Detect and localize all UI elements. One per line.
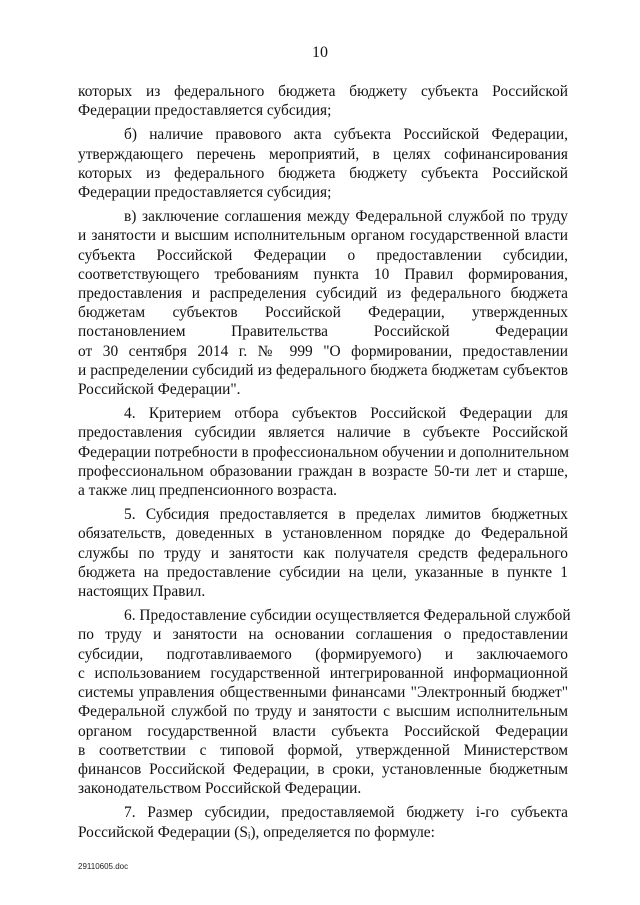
footer-file-code: 29110605.doc <box>78 862 129 871</box>
paragraph <box>78 207 568 399</box>
paragraph <box>78 125 568 202</box>
text-line: от 30 сентября 2014 г. № 999 "О формировании, предоставлении <box>78 342 568 360</box>
text-line: предоставления субсидии является наличие в субъекте Российской <box>78 424 568 442</box>
text-line: утверждающего перечень мероприятий, в целях софинансирования <box>78 145 568 163</box>
text-line: постановлением Правительства Российской Федерации <box>78 323 568 341</box>
paragraph <box>78 82 568 120</box>
text-line: 7. Размер субсидии, предоставляемой бюджету i-го субъекта <box>124 804 568 822</box>
text-line: которых из федерального бюджета бюджету субъекта Российской <box>78 164 568 182</box>
text-line: и занятости и высшим исполнительным органом государственной власти <box>78 227 568 245</box>
text-line: по труду и занятости на основании соглашения о предоставлении <box>78 626 568 644</box>
text-line: субъекта Российской Федерации о предоставлении субсидии, <box>78 246 568 264</box>
text-line: б) наличие правового акта субъекта Российской Федерации, <box>124 126 568 144</box>
document-body <box>78 82 571 847</box>
text-line: Федерации предоставляется субсидия; <box>78 184 332 202</box>
text-line: 5. Субсидия предоставляется в пределах лимитов бюджетных <box>124 506 568 524</box>
text-line: профессиональном образовании граждан в возрасте 50-ти лет и старше, <box>78 462 568 480</box>
paragraph <box>78 803 568 841</box>
text-line: обязательств, доведенных в установленном порядке до Федеральной <box>78 525 568 543</box>
text-line: финансов Российской Федерации, в сроки, установленные бюджетным <box>78 760 568 778</box>
text-line: субсидии, подготавливаемого (формируемого) и заключаемого <box>78 645 568 663</box>
text-line: системы управления общественными финансами "Электронный бюджет" <box>78 684 568 702</box>
text-line: законодательством Российской Федерации. <box>78 780 362 798</box>
text-line: и распределении субсидий из федерального бюджета бюджетам субъектов <box>78 361 568 379</box>
paragraph <box>78 606 571 798</box>
page-number: 10 <box>312 44 328 61</box>
text-line: Федерации потребности в профессиональном обучении и дополнительном <box>78 443 570 461</box>
text-line: предоставления и распределения субсидий из федерального бюджета <box>78 285 568 303</box>
text-line: в) заключение соглашения между Федеральной службой по труду <box>124 208 568 226</box>
text-line: Российской Федерации (Sᵢ), определяется по формуле: <box>78 823 435 841</box>
text-line: соответствующего требованиям пункта 10 Правил формирования, <box>78 265 568 283</box>
text-line: с использованием государственной интегрированной информационной <box>78 664 568 682</box>
text-line: которых из федерального бюджета бюджету субъекта Российской <box>78 83 568 100</box>
text-line: бюджета на предоставление субсидии на цели, указанные в пункте 1 <box>78 563 568 581</box>
paragraph <box>78 505 568 601</box>
text-line: органом государственной власти субъекта Российской Федерации <box>78 722 568 740</box>
text-line: 4. Критерием отбора субъектов Российской Федерации для <box>124 405 568 423</box>
text-line: Российской Федерации". <box>78 381 241 399</box>
text-line: настоящих Правил. <box>78 583 206 601</box>
text-line: бюджетам субъектов Российской Федерации, утвержденных <box>78 304 568 322</box>
text-line: службы по труду и занятости как получателя средств федерального <box>78 544 568 562</box>
text-line: 6. Предоставление субсидии осуществляется Федеральной службой <box>124 607 571 625</box>
paragraph <box>78 404 568 500</box>
text-line: а также лиц предпенсионного возраста. <box>78 482 337 500</box>
text-line: Федерации предоставляется субсидия; <box>78 102 332 120</box>
text-line: Федеральной службой по труду и занятости с высшим исполнительным <box>78 703 568 721</box>
text-line: в соответствии с типовой формой, утвержденной Министерством <box>78 741 568 759</box>
